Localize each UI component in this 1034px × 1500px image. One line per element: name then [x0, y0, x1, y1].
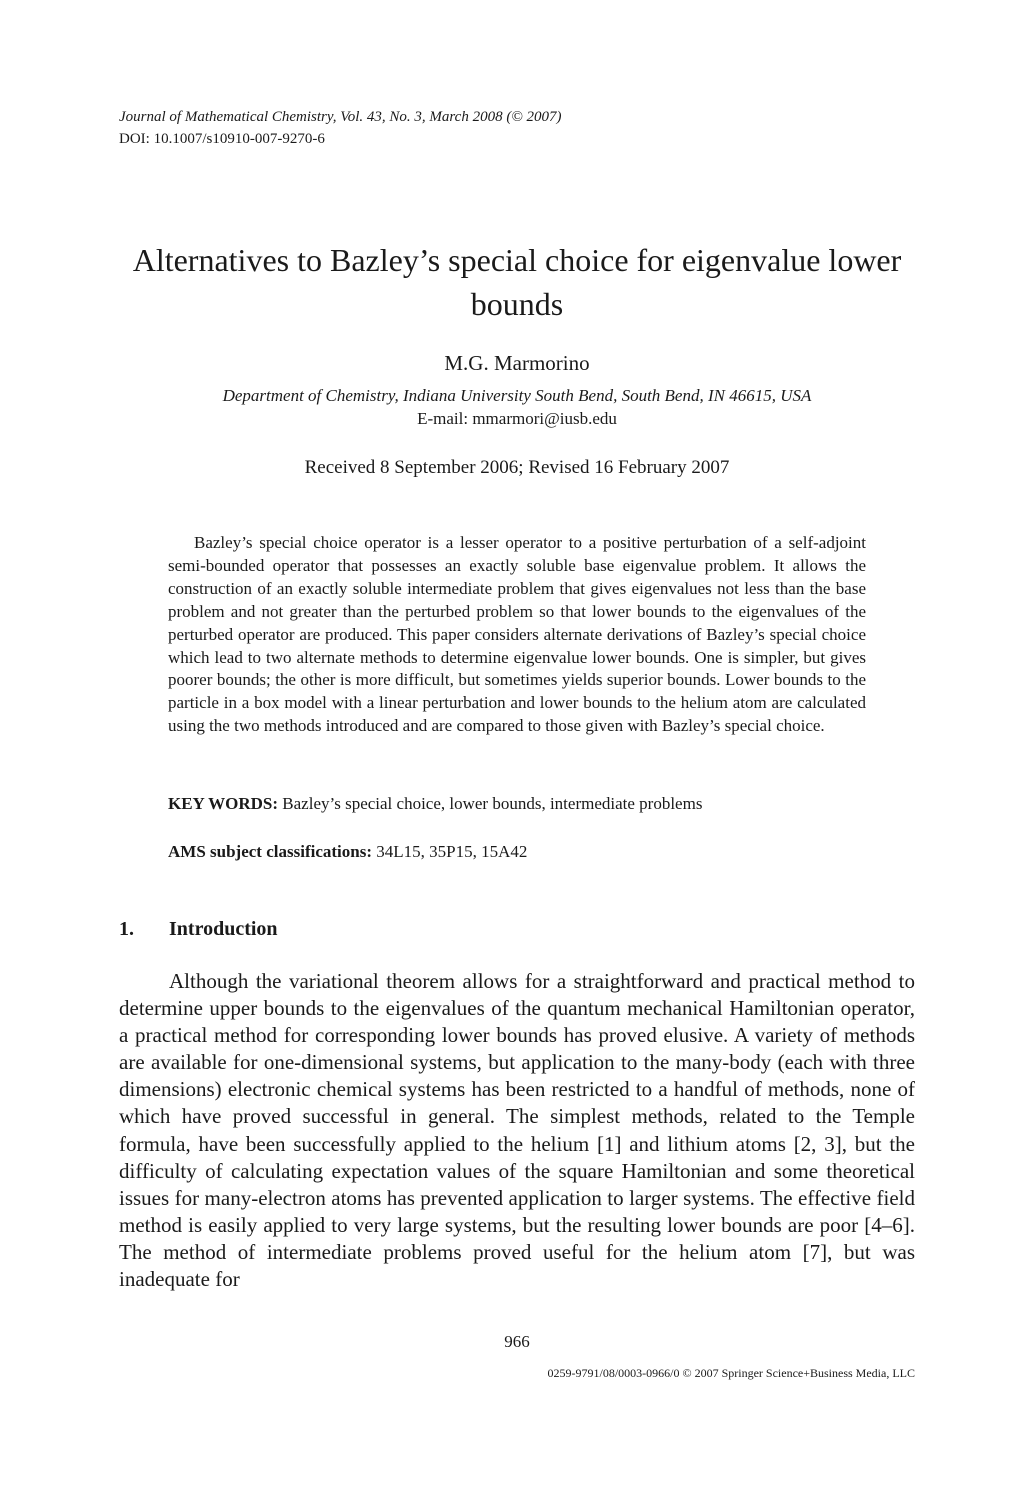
journal-citation: Journal of Mathematical Chemistry, Vol. 43, No. 3, March 2008 (© 2007)	[119, 109, 562, 125]
author-email: E-mail: mmarmori@iusb.edu	[417, 409, 617, 428]
section-number: 1.	[119, 918, 134, 940]
section-title: Introduction	[169, 918, 278, 940]
keywords	[168, 793, 866, 815]
journal-header	[119, 106, 919, 150]
keywords-value: Bazley’s special choice, lower bounds, intermediate problems	[282, 794, 703, 813]
copyright-line: 0259-9791/08/0003-0966/0 © 2007 Springer Science+Business Media, LLC	[547, 1366, 915, 1380]
received-dates: Received 8 September 2006; Revised 16 February 2007	[304, 457, 730, 478]
ams-classifications	[168, 841, 866, 863]
page-number: 966	[504, 1332, 530, 1351]
keywords-label: KEY WORDS:	[168, 794, 279, 813]
doi: DOI: 10.1007/s10910-007-9270-6	[119, 131, 325, 147]
abstract: Bazley’s special choice operator is a lesser operator to a positive perturbation of a self-adjoint semi-bounded operator that possesses an exactly soluble base eigenvalue problem. It allows the construction of an exactly soluble intermediate problem that gives eigenvalues not less than the base problem and not greater than the perturbed problem so that lower bounds to the eigenvalues of the perturbed operator are produced. This paper considers alternate derivations of Bazley’s special choice which lead to two alternate methods to determine eigenvalue lower bounds. One is simpler, but gives poorer bounds; the other is more difficult, but sometimes yields superior bounds. Lower bounds to the particle in a box model with a linear perturbation and lower bounds to the helium atom are calculated using the two methods introduced and are compared to those given with Bazley’s special choice.	[168, 533, 866, 736]
author-affiliation: Department of Chemistry, Indiana University South Bend, South Bend, IN 46615, USA	[222, 386, 812, 405]
ams-value: 34L15, 35P15, 15A42	[376, 842, 528, 861]
article-title: Alternatives to Bazley’s special choice for eigenvalue lower bounds	[132, 242, 902, 322]
intro-paragraph: Although the variational theorem allows for a straightforward and practical method to determine upper bounds to the eigenvalues of the quantum mechanical Hamiltonian operator, a practical method for corresponding lower bounds has proved elusive. A variety of methods are available for one-dimensional systems, but application to the many-body (each with three dimensions) electronic chemical systems has been restricted to a handful of methods, none of which have proved successful in general. The simplest methods, related to the Temple formula, have been successfully applied to the helium [1] and lithium atoms [2, 3], but the difficulty of calculating expectation values of the square Hamiltonian and some theoretical issues for many-electron atoms has prevented application to larger systems. The effective field method is easily applied to very large systems, but the resulting lower bounds are poor [4–6]. The method of intermediate problems proved useful for the helium atom [7], but was inadequate for	[119, 969, 915, 1292]
section-heading	[119, 916, 915, 942]
author-name: M.G. Marmorino	[444, 351, 590, 375]
ams-label: AMS subject classifications:	[168, 842, 372, 861]
